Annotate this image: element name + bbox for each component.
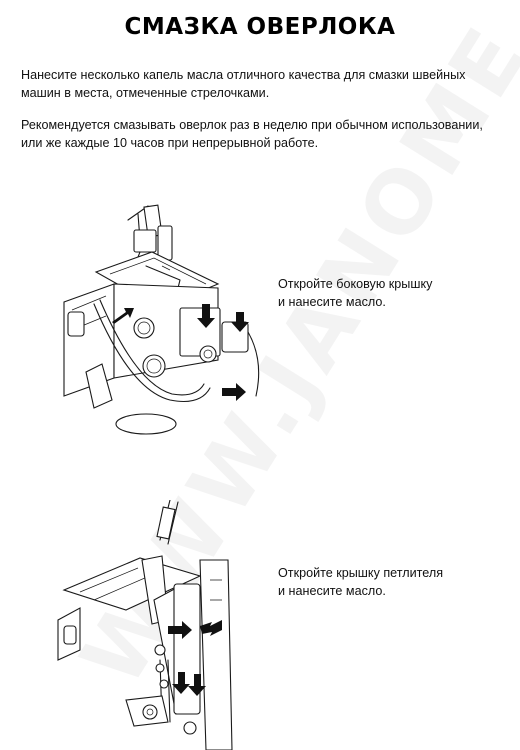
intro-paragraph-2: Рекомендуется смазывать оверлок раз в неделю при обычном использовании, или же каждые 10 часов при непрерывной работе. bbox=[21, 118, 483, 150]
page-title: СМАЗКА ОВЕРЛОКА bbox=[124, 14, 396, 40]
side-cover-caption bbox=[278, 275, 478, 311]
intro-paragraph-1: Нанесите несколько капель масла отличного качества для смазки швейных машин в места, отмеченные стрелочками. bbox=[21, 68, 466, 100]
looper-cover-oiling-illustration bbox=[50, 500, 250, 750]
looper-cover-caption-line-2: и нанесите масло. bbox=[278, 584, 386, 598]
side-cover-caption-line-1: Откройте боковую крышку bbox=[278, 277, 433, 291]
side-cover-oiling-illustration bbox=[50, 200, 280, 440]
side-cover-caption-line-2: и нанесите масло. bbox=[278, 295, 386, 309]
looper-cover-caption bbox=[278, 564, 478, 600]
looper-cover-caption-line-1: Откройте крышку петлителя bbox=[278, 566, 444, 580]
